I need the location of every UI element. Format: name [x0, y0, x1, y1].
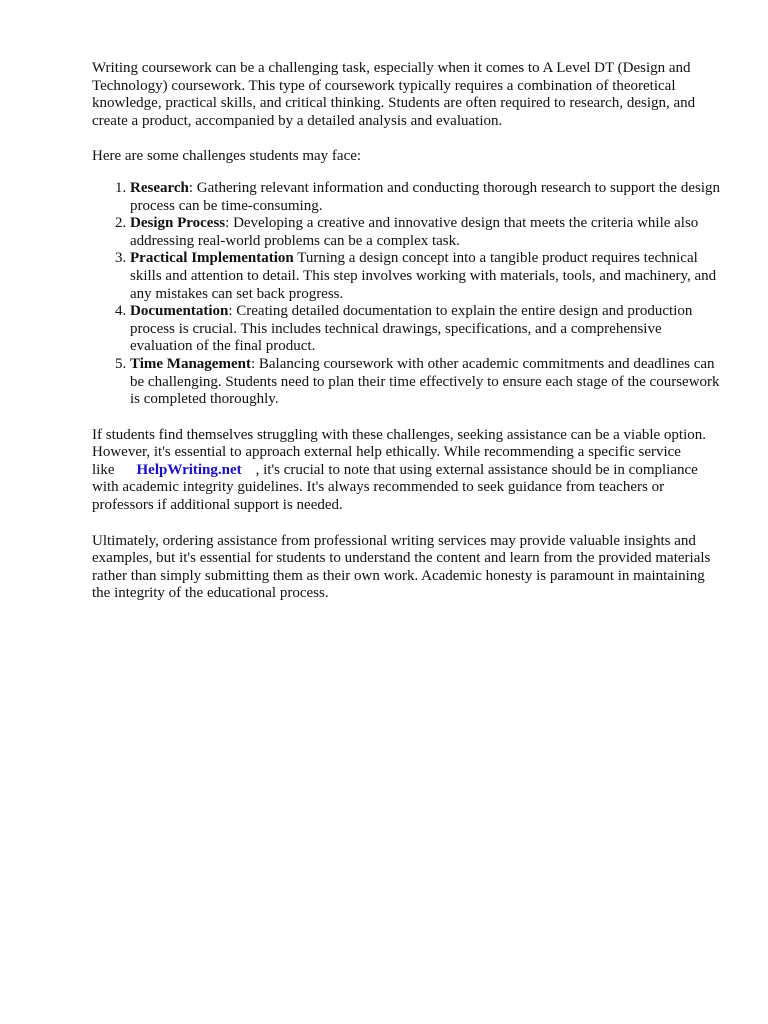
list-item-title: Documentation — [130, 303, 229, 320]
list-item-practical-implementation — [130, 250, 724, 303]
list-item-separator: : — [228, 303, 237, 320]
list-item-time-management — [130, 356, 724, 409]
list-item-design-process — [130, 215, 724, 250]
list-item-separator: : — [225, 215, 234, 232]
challenges-lead-paragraph: Here are some challenges students may face: — [92, 148, 362, 165]
list-item-text: Developing a creative and innovative design that meets the criteria while also addressing real-world problems can be a complex task. — [130, 215, 699, 249]
challenges-list — [92, 180, 724, 409]
list-item-title: Research — [130, 179, 189, 196]
intro-paragraph: Writing coursework can be a challenging task, especially when it comes to A Level DT (Design and Technology) coursework. This type of coursework typically requires a combination of theoretical knowledge, practical skills, and critical thinking. Students are often required to research, design, and create a product, accompanied by a detailed analysis and evaluation. — [92, 60, 696, 129]
list-item-separator: : — [188, 179, 197, 196]
helpwriting-link[interactable]: HelpWriting.net — [136, 461, 242, 478]
help-paragraph — [92, 427, 724, 515]
list-item-text: Balancing coursework with other academic commitments and deadlines can be challenging. Students need to plan their time effectively to ensure each stage of the coursework is completed thoroughly. — [130, 355, 720, 408]
list-item-title: Design Process — [130, 215, 226, 232]
document-page — [92, 60, 724, 603]
list-item-text: Gathering relevant information and conducting thorough research to support the design process can be time-consuming. — [130, 179, 720, 214]
conclusion-paragraph: Ultimately, ordering assistance from professional writing services may provide valuable insights and examples, but it's essential for students to understand the content and learn from the provided materials rather than simply submitting them as their own work. Academic honesty is paramount in maintaining the integrity of the educational process. — [92, 532, 711, 602]
list-item-separator: : — [250, 355, 259, 372]
list-item-title: Time Management — [130, 355, 251, 372]
list-item-documentation — [130, 303, 724, 356]
help-text-before: If students find themselves struggling with these challenges, seeking assistance can be a viable option. However, it's essential to approach external help ethically. While recommending a specific service like — [92, 426, 707, 478]
help-text-after: , it's crucial to note that using external assistance should be in compliance with academic integrity guidelines. It's always recommended to seek guidance from teachers or professors if additional support is needed. — [92, 461, 698, 514]
list-item-text: Creating detailed documentation to explain the entire design and production process is crucial. This includes technical drawings, specifications, and a comprehensive evaluation of the final product. — [130, 303, 693, 355]
list-item-research — [130, 180, 724, 215]
list-item-title: Practical Implementation — [130, 250, 294, 267]
list-item-text: Turning a design concept into a tangible product requires technical skills and attention to detail. This step involves working with materials, tools, and machinery, and any mistakes can set back progress. — [130, 250, 717, 302]
